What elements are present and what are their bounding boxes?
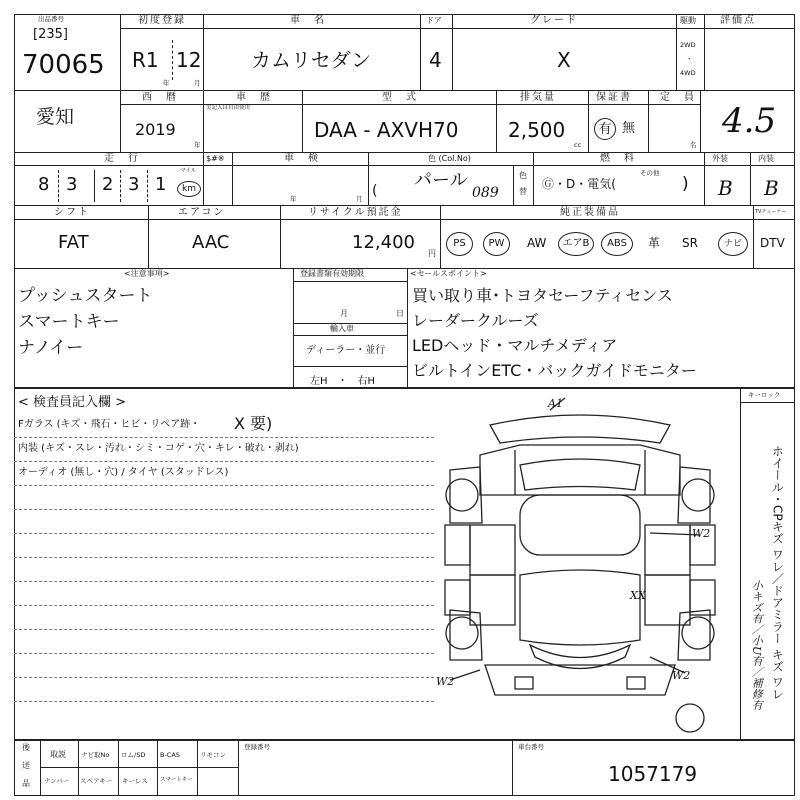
footer-item-bcas: B-CAS [160,751,180,759]
side-note-hand: 小キズ有／小U有／補修有 [750,580,764,711]
sales-point: ビルトインETC・バックガイドモニター [412,361,697,380]
footer-item-navi: ナビ取No [81,751,110,759]
warranty-no: 無 [622,121,636,136]
docs-label: 登録書類有効期限 [300,269,364,278]
fuel-label: 燃 料 [600,153,636,164]
drive-label: 駆動 [680,16,696,25]
year-label: 西 暦 [142,92,178,103]
footer-left-char: 送 [22,761,30,770]
lot-top-label: 出品番号 [38,15,64,23]
damage-mark: W2 [672,669,691,682]
docs-day: 日 [396,309,404,318]
sales-point: LEDヘッド・マルチメディア [412,336,618,355]
color-label: 色 (Col.No) [428,154,471,163]
equip-airbag: エアB [558,232,594,256]
insp-year-unit: 年 [290,195,297,203]
footer-left-char: 後 [22,743,30,752]
model-label: 型 式 [382,92,418,103]
inspector-title: < 検査員記入欄 > [18,395,127,410]
damage-mark: A1 [548,397,563,410]
insp-month-unit: 月 [356,195,363,203]
keylock-label: キーロック [748,391,781,399]
warranty-yes: 有 [594,118,616,140]
displacement-value: 2,500 [508,118,566,142]
ac-label: エアコン [178,207,226,218]
caution-item: ナノイー [18,338,84,358]
footer-item-spare: スペアキー [80,777,113,785]
dealer-parallel: ディーラー・並行 [306,345,386,356]
exterior-grade: B [718,176,733,200]
inspector-line-extra: X 要) [234,414,273,433]
mileage-digit: 2 [102,174,114,195]
mile-unit: マイル [180,168,197,174]
fuel-options: Ⓖ・D・電気( [542,177,616,191]
footer-left-char: 品 [22,779,30,788]
mileage-digit: 3 [66,174,78,195]
import-label: 輸入車 [330,324,354,333]
footer-item-number: ナンバー [44,777,70,785]
inspector-line: Fガラス (キズ・飛石・ヒビ・リペア跡・ [18,419,201,430]
equipment-label: 純正装備品 [560,207,620,218]
footer-item-smartkey: スマートキー [160,777,193,783]
color-change-bottom: 替 [519,187,527,196]
history-label: 車 歴 [236,92,272,103]
footer-item-manual: 取説 [50,750,66,759]
fuel-close: ) [682,174,689,194]
color-change-top: 色 [519,171,527,180]
damage-mark: XX [630,589,646,602]
caution-item: プッシュスタート [18,286,153,306]
handle-side: 左H ・ 右H [310,376,376,387]
sales-label: <セールスポイント> [410,269,487,278]
mileage-digit: 1 [155,174,167,195]
car-name: カムリセダン [251,48,371,72]
sales-point: 買い取り車･トヨタセーフティセンス [412,286,673,305]
exterior-label: 外装 [712,154,728,163]
drive-4wd: 4WD [680,69,696,77]
car-name-label: 車 名 [290,15,326,26]
footer-item-rom: ロム/SD [121,751,146,759]
side-note: ホイール・CPキズ ワレ／ドアミラー キズ ワレ [770,445,785,701]
year-unit: 年 [163,79,170,87]
year-unit-2: 年 [194,141,201,149]
score-label: 評価点 [720,15,756,26]
equip-abs: ABS [601,232,633,256]
displacement-label: 排気量 [520,92,556,103]
cc-unit: cc [574,141,582,149]
equip-dtv: DTV [760,236,785,250]
grade-value: X [557,48,571,72]
equip-aw: AW [527,236,547,250]
inspection-label: 車 検 [284,153,320,164]
inspector-line: オーディオ (無し・穴) / タイヤ (スタッドレス) [18,467,229,478]
equip-sr: SR [682,236,698,250]
equip-ps: PS [446,232,473,256]
chassis-label: 車台番号 [518,743,544,751]
drive-2wd: 2WD [680,41,696,49]
equip-leather: 革 [648,236,661,250]
inspector-line: 内装 (キズ・スレ・汚れ・シミ・コゲ・穴・キレ・破れ・剥れ) [18,443,299,454]
yen-unit: 円 [428,249,436,258]
reg-number-label: 登録番号 [244,743,270,751]
recycle-label: リサイクル預託金 [308,207,403,218]
model-value: DAA - AXVH70 [314,118,459,142]
tuner-label: TVチューナー [755,209,787,215]
capacity-label: 定 員 [660,92,696,103]
interior-grade: B [764,176,779,200]
equip-pw: PW [483,232,510,256]
mileage-digit: 3 [128,174,140,195]
region: 愛知 [36,106,75,128]
recycle-value: 12,400 [352,232,415,253]
lot-number: 70065 [22,50,105,80]
doors-label: ドア [426,16,442,25]
chassis-number: 1057179 [608,762,698,786]
doors-value: 4 [429,48,442,72]
history-sub: 実記入は自由使用 [206,105,251,111]
caution-item: スマートキー [18,312,120,332]
era-year: R1 [132,48,159,72]
docs-month: 月 [340,309,348,318]
shift-value: FAT [58,232,89,253]
first-reg-label: 初度登録 [138,15,186,26]
interior-label: 内装 [758,154,774,163]
mileage-digit: 8 [38,174,50,195]
caution-label: <注意事項> [124,269,170,278]
capacity-unit: 名 [690,141,697,149]
equip-navi: ナビ [718,232,748,256]
score-value: 4.5 [722,101,777,141]
km-unit: km [177,181,201,197]
color-number: 089 [472,185,499,201]
sharp-label: $#※ [206,154,225,163]
footer-item-keyless: キーレス [122,777,148,785]
footer-item-remote: リモコン [200,751,226,759]
drive-sep: ・ [686,55,693,63]
sales-point: レーダークルーズ [412,311,539,330]
reg-month: 12 [176,48,202,72]
ac-value: AAC [192,232,230,253]
grade-label: グレード [530,15,578,26]
mileage-label: 走 行 [104,153,140,164]
lot-box: [235] [33,27,68,42]
month-unit: 月 [194,79,201,87]
shift-label: シフト [54,207,90,218]
damage-mark: W2 [436,675,455,688]
fuel-other: その他 [640,169,660,177]
color-value: パール [414,170,468,191]
car-diagram [420,395,740,740]
damage-mark: W2 [692,527,711,540]
year-value: 2019 [135,120,176,139]
warranty-label: 保証書 [596,92,632,103]
